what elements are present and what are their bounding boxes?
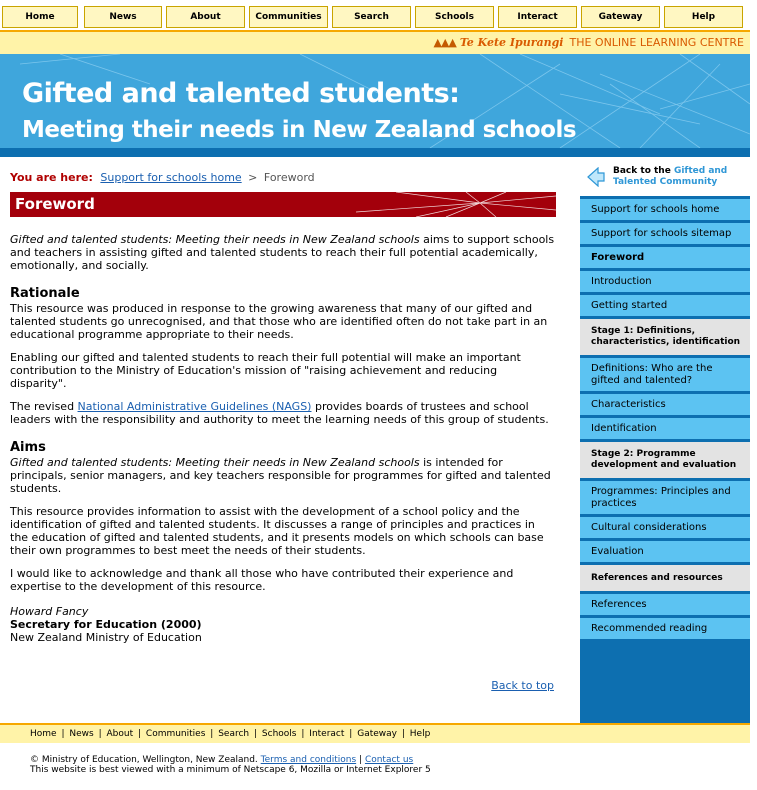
footer-link-gateway[interactable]: Gateway [357, 729, 397, 739]
intro-text: aims to support schools and teachers in assisting gifted and talented students to reach their full potential academically, emotionally, and socially. [10, 233, 555, 272]
rationale-paragraph-3 [10, 400, 556, 426]
top-navigation [0, 0, 750, 32]
rationale-heading: Rationale [10, 286, 80, 301]
footer-separator: | [254, 729, 258, 739]
rationale-p3-pre: The revised [10, 400, 78, 413]
sidebar-item-programmes[interactable]: Programmes: Principles and practices [580, 481, 750, 514]
contact-link[interactable]: Contact us [364, 755, 414, 765]
footer-link-news[interactable]: News [69, 729, 94, 739]
aims-p1-text: is intended for principals, senior managers, and key teachers responsible for programmes for gifted and talented students. [10, 456, 551, 495]
footer-info-separator: | [359, 755, 363, 765]
aims-heading: Aims [10, 440, 46, 455]
terms-link[interactable]: Terms and conditions [260, 755, 357, 765]
signature-org: New Zealand Ministry of Education [10, 631, 202, 644]
sidebar-item-characteristics[interactable]: Characteristics [580, 394, 750, 415]
nav-communities-tab[interactable]: Communities [249, 6, 328, 28]
rationale-paragraph-1: This resource was produced in response to the growing awareness that many of our gifted and talented students go unrecognised, and that those who are identified often do not take part in an educational programme appropriate to their needs. [10, 302, 548, 341]
copyright-text: © Ministry of Education, Wellington, New Zealand. [30, 755, 258, 765]
aims-paragraph-3: I would like to acknowledge and thank all those who have contributed their experience and expertise to the development of this resource. [10, 567, 514, 593]
banner-subtitle: Meeting their needs in New Zealand schools [22, 117, 577, 143]
nav-about-tab[interactable]: About [166, 6, 245, 28]
footer-link-interact[interactable]: Interact [309, 729, 345, 739]
breadcrumb-separator: > [248, 171, 258, 184]
sidebar [580, 157, 750, 723]
footer-separator: | [98, 729, 102, 739]
signature-block [10, 605, 556, 644]
aims-paragraph-2: This resource provides information to assist with the development of a school policy and the identification of gifted and talented students. It discusses a range of principles and practices in the education of gifted and talented students, and it presents models on which schools can base their own programmes to best meet the needs of their students. [10, 505, 544, 557]
footer-copyright-line [30, 755, 431, 765]
sidebar-item-definitions[interactable]: Definitions: Who are the gifted and talented? [580, 358, 750, 391]
footer-separator: | [349, 729, 353, 739]
footer-separator: | [210, 729, 214, 739]
sidebar-item-evaluation[interactable]: Evaluation [580, 541, 750, 562]
star-burst-decoration [356, 192, 556, 217]
sidebar-item-introduction[interactable]: Introduction [580, 271, 750, 292]
nav-search-tab[interactable]: Search [332, 6, 411, 28]
intro-paragraph [10, 233, 556, 272]
sidebar-item-sitemap[interactable]: Support for schools sitemap [580, 223, 750, 244]
page-banner [0, 54, 750, 148]
footer-separator: | [301, 729, 305, 739]
breadcrumb [10, 171, 315, 184]
footer-link-schools[interactable]: Schools [261, 729, 297, 739]
sidebar-heading-stage-1: Stage 1: Definitions, characteristics, identification [580, 319, 750, 355]
footer-separator: | [137, 729, 142, 739]
footer-info [30, 755, 431, 775]
breadcrumb-home-link[interactable]: Support for schools home [100, 171, 242, 184]
banner-bottom-strip [0, 148, 750, 157]
footer-link-home[interactable]: Home [30, 729, 57, 739]
aims-title-em: Gifted and talented students: Meeting their needs in New Zealand schools [10, 456, 420, 469]
footer-link-communities[interactable]: Communities [145, 729, 206, 739]
aims-paragraph-1 [10, 456, 556, 495]
browser-note: This website is best viewed with a minimum of Netscape 6, Mozilla or Internet Explorer 5 [30, 765, 431, 775]
breadcrumb-label: You are here: [10, 171, 93, 184]
signature-role: Secretary for Education (2000) [10, 618, 202, 631]
footer-link-help[interactable]: Help [409, 729, 431, 739]
section-title: Foreword [15, 195, 95, 213]
tki-logo[interactable] [433, 36, 744, 49]
sidebar-item-cultural[interactable]: Cultural considerations [580, 517, 750, 538]
nav-home-tab[interactable]: Home [2, 6, 78, 28]
back-to-community-text [613, 166, 743, 188]
logo-bar [0, 32, 750, 54]
nav-schools-tab[interactable]: Schools [415, 6, 494, 28]
sidebar-item-foreword[interactable]: Foreword [580, 247, 750, 268]
article-body [10, 233, 556, 644]
breadcrumb-current: Foreword [263, 171, 315, 184]
back-to-community[interactable] [580, 157, 750, 196]
intro-title-em: Gifted and talented students: Meeting their needs in New Zealand schools [10, 233, 420, 246]
footer-navigation [0, 725, 750, 743]
nav-gateway-tab[interactable]: Gateway [581, 6, 660, 28]
rationale-paragraph-2: Enabling our gifted and talented students to reach their full potential will make an important contribution to the Ministry of Education's mission of "raising achievement and reducing disparity". [10, 351, 521, 390]
tki-mountain-icon: ▲▲▲ [433, 36, 456, 49]
section-title-bar [10, 192, 556, 217]
back-prefix: Back to the [613, 166, 674, 176]
nav-interact-tab[interactable]: Interact [498, 6, 577, 28]
banner-title: Gifted and talented students: [22, 78, 460, 109]
sidebar-heading-references: References and resources [580, 565, 750, 591]
nav-news-tab[interactable]: News [84, 6, 162, 28]
footer-separator: | [61, 729, 65, 739]
nags-link[interactable]: National Administrative Guidelines (NAGS) [77, 400, 312, 413]
nav-help-tab[interactable]: Help [664, 6, 743, 28]
back-to-top-link[interactable]: Back to top [491, 679, 554, 692]
community-link[interactable]: Gifted and Talented Community [613, 166, 728, 187]
logo-tagline: THE ONLINE LEARNING CENTRE [569, 36, 744, 49]
sidebar-item-getting-started[interactable]: Getting started [580, 295, 750, 316]
sidebar-heading-stage-2: Stage 2: Programme development and evaluation [580, 442, 750, 478]
footer-links [30, 729, 430, 739]
sidebar-item-identification[interactable]: Identification [580, 418, 750, 439]
sidebar-item-support-home[interactable]: Support for schools home [580, 199, 750, 220]
signature-name: Howard Fancy [10, 605, 89, 618]
footer-link-about[interactable]: About [106, 729, 134, 739]
sidebar-item-references[interactable]: References [580, 594, 750, 615]
rationale-p3-post: provides boards of trustees and school leaders with the responsibility and authority to meet the learning needs of this group of students. [10, 400, 549, 426]
back-arrow-icon [586, 167, 606, 187]
footer-link-search[interactable]: Search [218, 729, 250, 739]
sidebar-item-recommended-reading[interactable]: Recommended reading [580, 618, 750, 639]
footer-separator: | [401, 729, 405, 739]
logo-name: Te Kete Ipurangi [459, 36, 564, 49]
